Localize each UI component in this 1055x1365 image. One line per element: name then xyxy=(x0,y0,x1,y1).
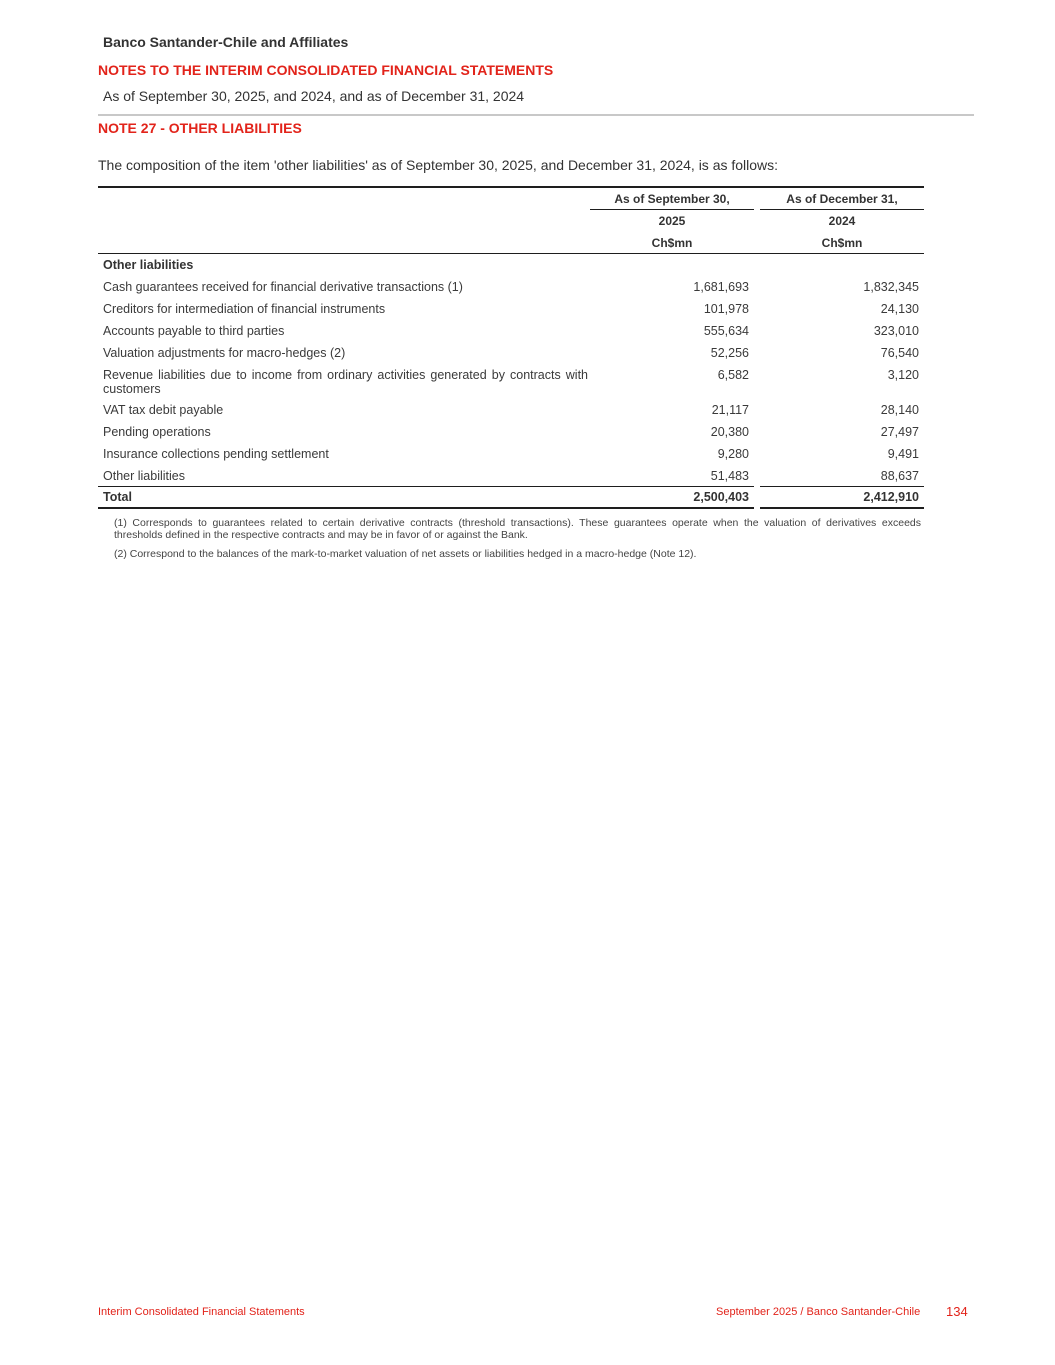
col-2025-unit: Ch$mn xyxy=(651,236,693,250)
row-value-2024: 9,491 xyxy=(887,447,919,461)
footer-document-title: Interim Consolidated Financial Statements xyxy=(98,1306,305,1318)
row-value-2024: 323,010 xyxy=(873,324,919,338)
row-value-2025: 101,978 xyxy=(703,302,749,316)
col-2024-period-rule xyxy=(760,209,924,210)
row-value-2025: 51,483 xyxy=(710,469,749,483)
page-number: 134 xyxy=(946,1304,968,1319)
row-value-2024: 3,120 xyxy=(887,368,919,382)
total-top-rule-right xyxy=(760,486,924,487)
row-value-2025: 555,634 xyxy=(703,324,749,338)
col-2024-year: 2024 xyxy=(828,214,856,228)
row-value-2025: 9,280 xyxy=(717,447,749,461)
row-label: VAT tax debit payable xyxy=(103,403,224,417)
report-date-line: As of September 30, 2025, and 2024, and as of December 31, 2024 xyxy=(103,88,525,104)
col-2025-period: As of September 30, xyxy=(614,192,730,206)
row-label: Pending operations xyxy=(103,425,211,439)
total-value-2024: 2,412,910 xyxy=(863,490,919,504)
row-value-2024: 1,832,345 xyxy=(863,280,919,294)
row-label: Cash guarantees received for financial derivative transactions (1) xyxy=(103,280,463,294)
header-divider xyxy=(98,114,974,116)
total-label: Total xyxy=(103,490,132,504)
col-2025-period-rule xyxy=(590,209,754,210)
row-label: Other liabilities xyxy=(103,469,185,483)
row-value-2025: 1,681,693 xyxy=(693,280,749,294)
row-label: Valuation adjustments for macro-hedges (2) xyxy=(103,346,346,360)
note-intro: The composition of the item 'other liabilities' as of September 30, 2025, and December 31, 2024, is as follows: xyxy=(98,157,779,173)
row-value-2025: 20,380 xyxy=(710,425,749,439)
row-label: Revenue liabilities due to income from ordinary activities generated by contracts with customers xyxy=(103,368,588,396)
footer-publication: September 2025 / Banco Santander-Chile xyxy=(716,1306,921,1318)
header-bottom-rule xyxy=(98,253,924,254)
total-bottom-rule-left xyxy=(98,507,754,509)
col-2025-year: 2025 xyxy=(658,214,686,228)
row-value-2024: 27,497 xyxy=(880,425,919,439)
footnote-1: (1) Corresponds to guarantees related to certain derivative contracts (threshold transactions). These guarantees operate when the valuation of derivatives exceeds thresholds defined in the respective contracts and may be in favor of or against the Bank. xyxy=(114,517,921,541)
row-value-2024: 24,130 xyxy=(880,302,919,316)
footnote-2: (2) Correspond to the balances of the mark-to-market valuation of net assets or liabilities hedged in a macro-hedge (Note 12). xyxy=(114,548,697,560)
row-label: Insurance collections pending settlement xyxy=(103,447,329,461)
total-value-2025: 2,500,403 xyxy=(693,490,749,504)
row-label: Creditors for intermediation of financial instruments xyxy=(103,302,386,316)
notes-title: NOTES TO THE INTERIM CONSOLIDATED FINANCIAL STATEMENTS xyxy=(98,62,554,78)
total-bottom-rule-right xyxy=(760,507,924,509)
total-top-rule-left xyxy=(98,486,754,487)
note-title: NOTE 27 - OTHER LIABILITIES xyxy=(98,120,302,136)
row-value-2025: 21,117 xyxy=(711,403,749,417)
row-label: Accounts payable to third parties xyxy=(103,324,285,338)
section-label: Other liabilities xyxy=(103,258,194,272)
row-value-2024: 28,140 xyxy=(880,403,919,417)
row-value-2024: 88,637 xyxy=(880,469,919,483)
table-top-rule xyxy=(98,186,924,188)
company-name: Banco Santander-Chile and Affiliates xyxy=(103,34,349,50)
row-value-2025: 52,256 xyxy=(710,346,749,360)
col-2024-period: As of December 31, xyxy=(786,192,898,206)
row-value-2025: 6,582 xyxy=(717,368,749,382)
col-2024-unit: Ch$mn xyxy=(821,236,863,250)
row-value-2024: 76,540 xyxy=(880,346,919,360)
